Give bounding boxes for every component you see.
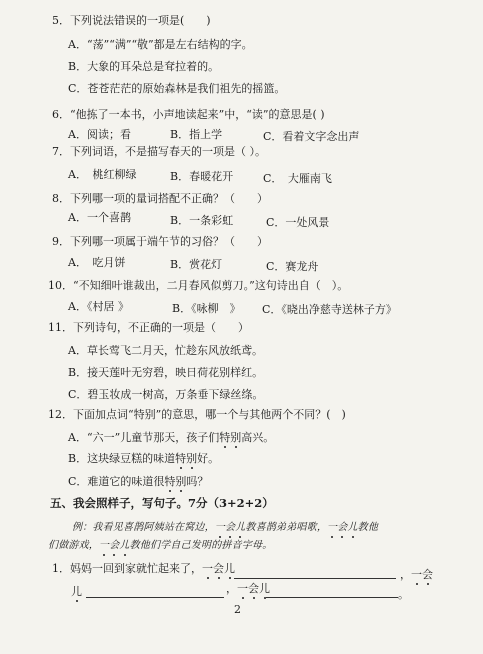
option-a-end: 高兴。 <box>241 431 275 444</box>
question-9-stem: 9．下列哪一项属于端午节的习俗？（ ） <box>52 235 268 248</box>
dotted-char: 会 <box>337 522 348 533</box>
dotted-word-tebie <box>164 475 186 488</box>
dotted-char: 会 <box>225 522 236 533</box>
question-11-option-b: B．接天莲叶无穷碧，映日荷花别样红。 <box>68 366 264 379</box>
example-text-d: 们做游戏， <box>48 540 99 551</box>
dotted-char: ， <box>400 568 411 581</box>
question-6-stem: 6．“他拣了一本书，小声地读起来”中，“读”的意思是( ) <box>52 108 325 121</box>
answer-blank-2[interactable] <box>86 597 224 598</box>
option-c-end: 吗？ <box>186 475 209 488</box>
item-1-connector-a <box>400 568 433 582</box>
dotted-char: 会 <box>213 562 224 575</box>
item-1-end: 。 <box>398 588 409 601</box>
question-5-option-b: B．大象的耳朵总是耷拉着的。 <box>68 60 220 73</box>
dotted-char: ， <box>226 582 237 595</box>
dotted-word-yihuier <box>226 582 270 595</box>
item-1-prefix: 1．妈妈一回到家就忙起来了， <box>52 562 202 575</box>
dotted-word-yihuier <box>99 540 130 551</box>
question-11-option-a: A．草长莺飞二月天，忙趁东风放纸鸢。 <box>68 344 263 357</box>
dotted-word-yihuier <box>215 522 246 533</box>
dotted-char: 别 <box>186 452 198 465</box>
dotted-char: 特 <box>164 475 176 488</box>
question-8-option-b: B．一条彩虹 <box>170 214 234 227</box>
question-11-option-c: C．碧玉妆成一树高，万条垂下绿丝绦。 <box>68 388 264 401</box>
question-7-option-a: A． 桃红柳绿 <box>68 168 137 181</box>
dotted-char: 别 <box>175 475 187 488</box>
example-text-c: 教他 <box>357 522 379 533</box>
dotted-char: 儿 <box>259 582 270 595</box>
question-9-option-a: A． 吃月饼 <box>68 256 126 269</box>
example-text-e: 教他们学自己发明的拼音字母。 <box>129 540 273 551</box>
question-6-option-b: B．指上学 <box>170 128 223 141</box>
question-8-option-c: C．一处风景 <box>266 216 330 229</box>
item-1-connector-c <box>226 582 270 596</box>
dotted-char: 会 <box>248 582 259 595</box>
dotted-char: 一 <box>411 568 422 581</box>
dotted-word-tebie <box>219 431 241 444</box>
dotted-char: 一 <box>214 522 226 533</box>
question-12-option-a <box>68 431 274 445</box>
dotted-char: 特 <box>175 452 187 465</box>
question-12-option-c <box>68 475 208 489</box>
dotted-char: 儿 <box>224 562 235 575</box>
question-7-option-c: C． 大雁南飞 <box>263 172 332 185</box>
question-5-option-c: C．苍苍茫茫的原始森林是我们祖先的摇篮。 <box>68 82 286 95</box>
section-5-title: 五、我会照样子，写句子。7分（3+2+2） <box>50 496 274 510</box>
question-5-stem: 5．下列说法错误的一项是( ) <box>52 14 211 27</box>
example-line-2 <box>48 539 272 553</box>
dotted-char: 特 <box>219 431 231 444</box>
dotted-char: 一 <box>202 562 213 575</box>
option-b-text: B．这块绿豆糕的味道 <box>68 452 176 465</box>
dotted-char: 儿 <box>347 522 358 533</box>
option-a-text: A．“六一”儿童节那天，孩子们 <box>68 431 220 444</box>
answer-blank-3[interactable] <box>266 597 398 598</box>
question-10-option-b: B．《咏柳 》 <box>172 302 241 315</box>
question-8-stem: 8．下列哪一项的量词搭配不正确？（ ） <box>52 192 268 205</box>
question-12-option-b <box>68 452 219 466</box>
dotted-word-tebie <box>175 452 197 465</box>
example-text-b: 教喜鹊弟弟唱歌， <box>245 522 328 533</box>
answer-blank-1[interactable] <box>234 578 396 579</box>
dotted-char: 会 <box>109 540 120 551</box>
dotted-word-yihuier <box>327 522 358 533</box>
question-10-option-a: A．《村居 》 <box>68 300 129 313</box>
question-6-option-a: A．阅读；看 <box>68 128 131 141</box>
question-6-option-c: C．看着文字念出声 <box>263 130 360 143</box>
dotted-char: 儿 <box>235 522 246 533</box>
dotted-char: 别 <box>230 431 242 444</box>
dotted-char: 儿 <box>119 540 130 551</box>
dotted-word-yihui <box>400 568 433 581</box>
question-8-option-a: A．一个喜鹊 <box>68 211 131 224</box>
question-9-option-c: C．赛龙舟 <box>266 260 319 273</box>
question-7-stem: 7．下列词语，不是描写春天的一项是（ ）。 <box>52 145 266 158</box>
question-5-option-a: A．“荡”“满”“敬”都是左右结构的字。 <box>68 38 253 51</box>
dotted-word-yihuier <box>202 562 235 575</box>
item-1-prompt <box>52 562 235 576</box>
question-10-stem: 10．“不知细叶谁裁出，二月春风似剪刀。”这句诗出自（ ）。 <box>48 279 349 292</box>
option-c-text: C．难道它的味道很 <box>68 475 165 488</box>
page-number: 2 <box>234 603 241 616</box>
example-line-1 <box>72 521 378 535</box>
question-11-stem: 11．下列诗句，不正确的一项是（ ） <box>48 321 249 334</box>
item-1-connector-b <box>71 585 82 599</box>
dotted-char: 一 <box>327 522 338 533</box>
example-text-a: 例：我看见喜鹊阿姨站在窝边， <box>72 522 215 533</box>
question-7-option-b: B．春暖花开 <box>170 170 234 183</box>
dotted-char: 会 <box>422 568 433 581</box>
question-10-option-c: C．《晓出净慈寺送林子方》 <box>262 303 397 316</box>
question-12-stem: 12．下面加点词“特别”的意思，哪一个与其他两个不同？( ) <box>48 408 346 421</box>
dotted-char: 一 <box>237 582 248 595</box>
option-b-end: 好。 <box>197 452 220 465</box>
dotted-char: 一 <box>99 540 110 551</box>
question-9-option-b: B．赏花灯 <box>170 258 223 271</box>
dotted-char: 儿 <box>71 585 82 598</box>
dotted-word-er <box>71 585 82 598</box>
